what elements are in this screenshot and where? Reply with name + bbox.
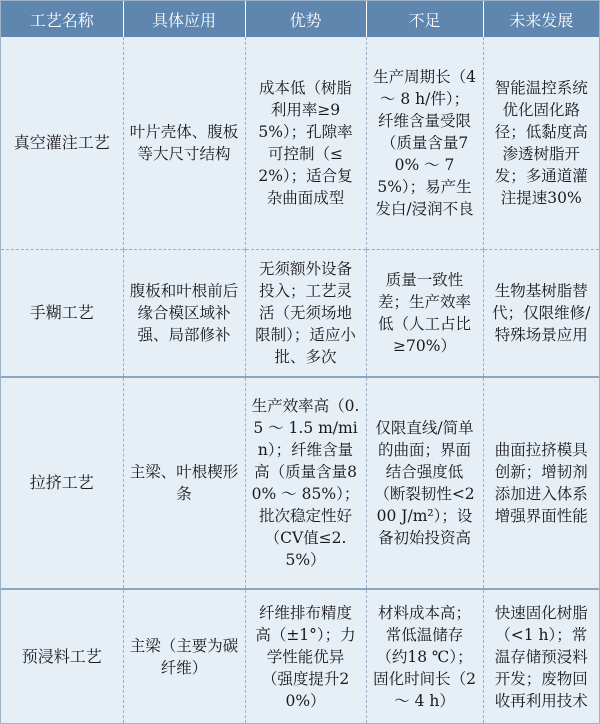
cell-application: 腹板和叶根前后缘合模区域补强、局部修补 [123, 249, 245, 377]
cell-process-name: 真空灌注工艺 [13, 132, 110, 152]
cell-future: 快速固化树脂（<1 h）；常温存储预浸料开发；废物回收再利用技术 [483, 589, 599, 723]
cell-future: 智能温控系统优化固化路径；低黏度高渗透树脂开发；多通道灌注提速30% [483, 37, 599, 249]
cell-advantage: 生产效率高（0.5 ～ 1.5 m/min）；纤维含量高（质量含量80% ～ 85%）；批次稳定性好（CV值≤2.5%） [245, 377, 366, 589]
header-future: 未来发展 [483, 1, 599, 37]
cell-shortcoming: 仅限直线/简单的曲面；界面结合强度低（断裂韧性<200 J/m²）；设备初始投资高 [366, 377, 483, 589]
cell-process-name: 手糊工艺 [1, 249, 123, 377]
cell-shortcoming: 生产周期长（4 ～ 8 h/件）；纤维含量受限（质量含量70% ～ 75%）；易产生发白/浸润不良 [366, 37, 483, 249]
header-application: 具体应用 [123, 1, 245, 37]
header-process-name: 工艺名称 [1, 1, 123, 37]
cell-shortcoming: 材料成本高；常低温储存（约18 ℃）；固化时间长（2 ～ 4 h） [366, 589, 483, 723]
table [1, 1, 599, 723]
header-advantage: 优势 [245, 1, 366, 37]
table-row [1, 589, 599, 723]
cell-advantage: 无须额外设备投入；工艺灵活（无须场地限制）；适应小批、多次 [245, 249, 366, 377]
cell-application: 主梁、叶根楔形条 [123, 377, 245, 589]
table-row [1, 37, 599, 249]
cell-future: 曲面拉挤模具创新；增韧剂添加进入体系增强界面性能 [483, 377, 599, 589]
table-row [1, 377, 599, 589]
cell-application: 主梁（主要为碳纤维） [123, 589, 245, 723]
cell-process-name: 预浸料工艺 [1, 589, 123, 723]
table-row [1, 249, 599, 377]
cell-shortcoming: 质量一致性差；生产效率低（人工占比≥70%） [366, 249, 483, 377]
cell-advantage: 成本低（树脂利用率≥95%）；孔隙率可控制（≤2%）；适合复杂曲面成型 [245, 37, 366, 249]
cell-application: 叶片壳体、腹板等大尺寸结构 [123, 37, 245, 249]
cell-process-name: 拉挤工艺 [1, 377, 123, 589]
header-shortcoming: 不足 [366, 1, 483, 37]
cell-future: 生物基树脂替代；仅限维修/特殊场景应用 [483, 249, 599, 377]
cell-advantage: 纤维排布精度高（±1°）；力学性能优异（强度提升20%） [245, 589, 366, 723]
header-row [1, 1, 599, 37]
